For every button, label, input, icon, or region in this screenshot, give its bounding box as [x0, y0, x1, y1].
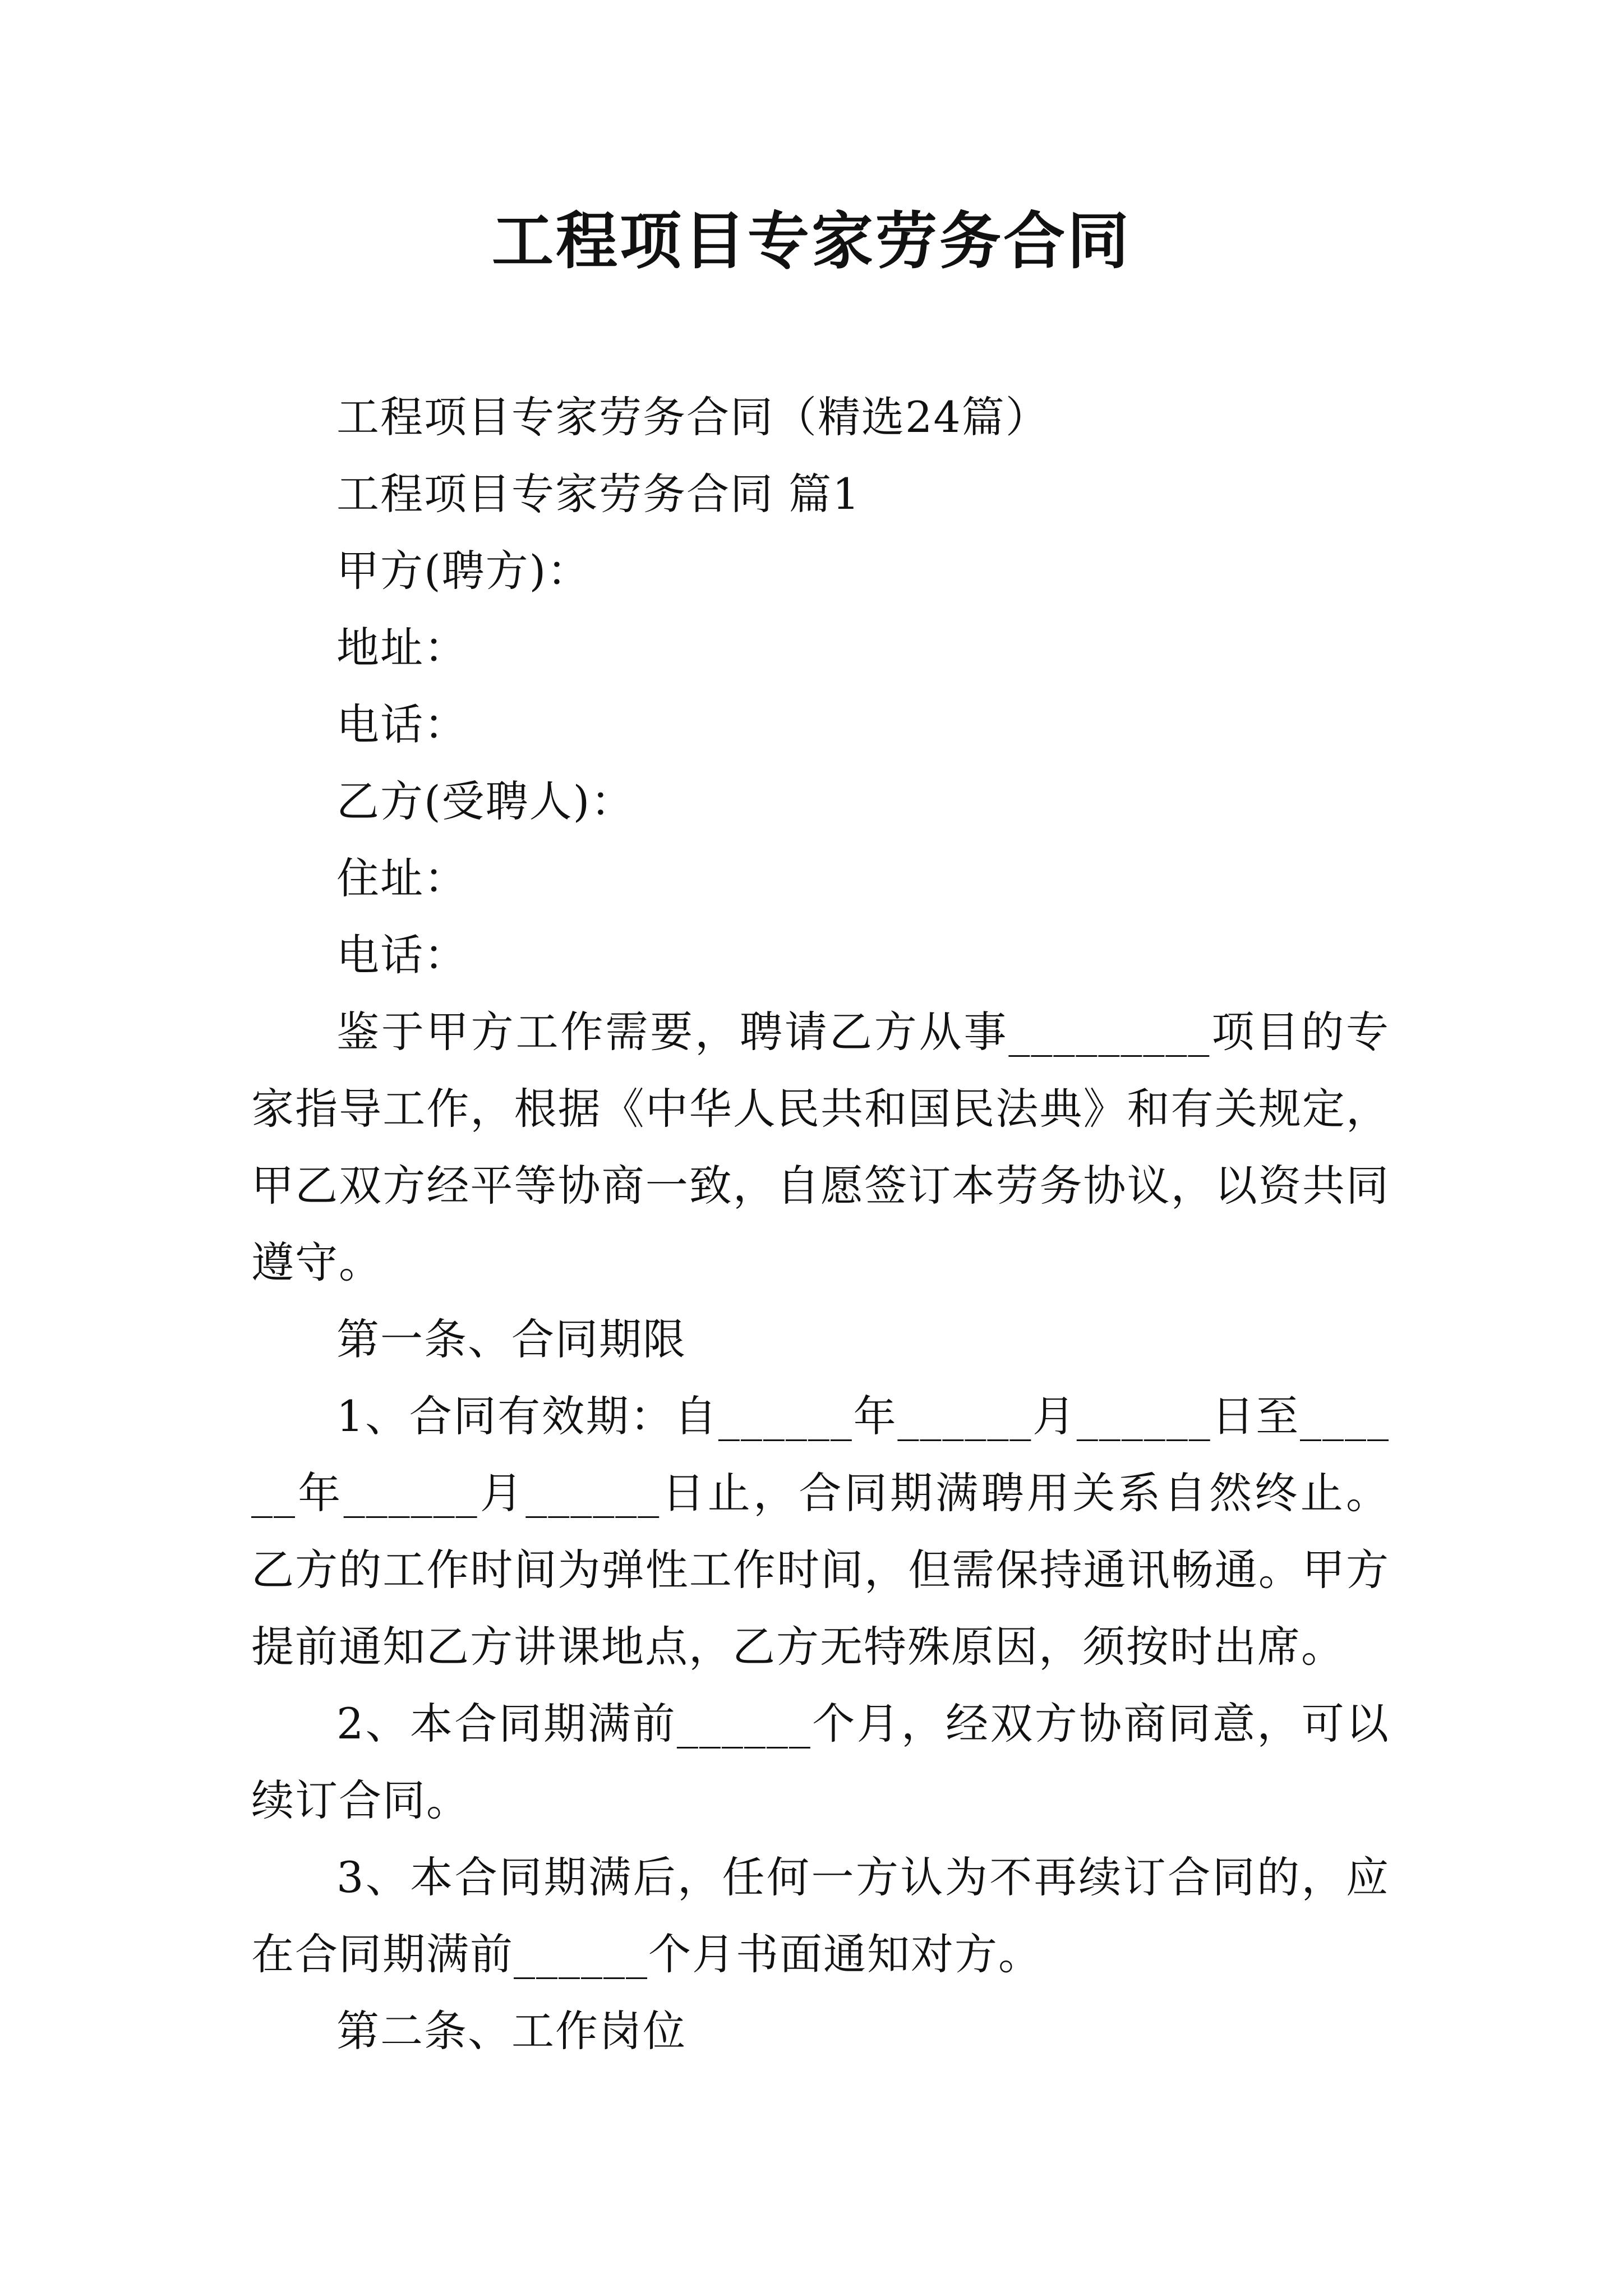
- phone-line: 电话：: [336, 700, 468, 749]
- address-line: 地址：: [336, 623, 468, 673]
- article-heading: 第二条、工作岗位: [336, 2006, 686, 2056]
- clause-paragraph: 3、本合同期满后，任何一方认为不再续订合同的，应在合同期满前______个月书面通知对方。: [251, 1852, 1390, 1979]
- phone-line: 电话：: [336, 930, 468, 980]
- article-heading: 第一条、合同期限: [336, 1314, 686, 1364]
- section-heading: 工程项目专家劳务合同 篇1: [336, 469, 861, 519]
- party-a-line: 甲方(聘方)：: [336, 546, 591, 596]
- party-b-line: 乙方(受聘人)：: [336, 776, 635, 826]
- clause-paragraph: 2、本合同期满前______个月，经双方协商同意，可以续订合同。: [251, 1699, 1390, 1825]
- document-body: [251, 379, 1390, 2069]
- body-paragraph: 鉴于甲方工作需要，聘请乙方从事_________项目的专家指导工作，根据《中华人民共和国民法典》和有关规定，甲乙双方经平等协商一致，自愿签订本劳务协议，以资共同遵守。: [251, 1007, 1390, 1287]
- clause-paragraph: 1、合同有效期：自______年______月______日至______年______月______日止，合同期满聘用关系自然终止。乙方的工作时间为弹性工作时间，但需保持通讯畅通。甲方提前通知乙方讲课地点，乙方无特殊原因，须按时出席。: [251, 1391, 1390, 1672]
- document-title: 工程项目专家劳务合同: [492, 205, 1131, 277]
- residence-line: 住址：: [336, 853, 468, 903]
- subtitle-paragraph: 工程项目专家劳务合同（精选24篇）: [336, 392, 1049, 442]
